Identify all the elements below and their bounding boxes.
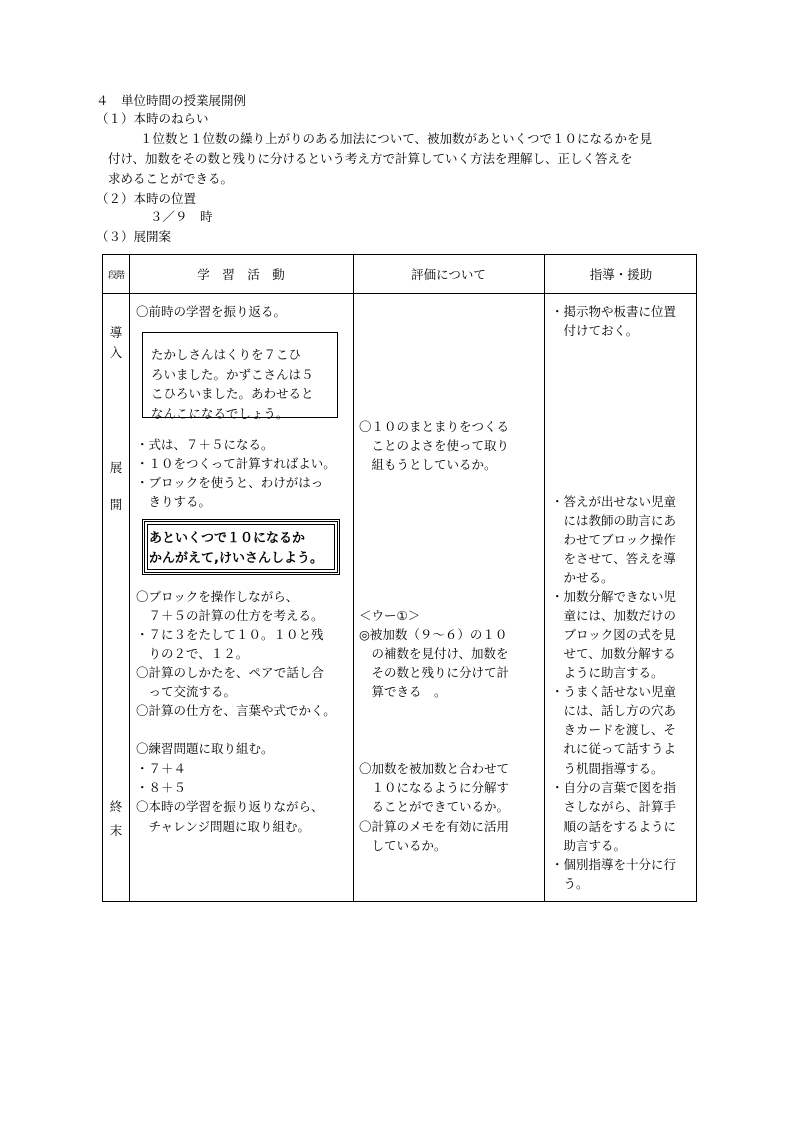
position-label: （２）本時の位置: [96, 191, 197, 206]
header-activity: 学 習 活 動: [197, 267, 285, 282]
evaluation-line: ることができているか。: [359, 799, 510, 814]
aim-line: １位数と１位数の繰り上がりのある加法について、被加数があといくつで１０になるかを見: [140, 131, 653, 146]
column-divider: [353, 255, 354, 901]
section-heading: ４ 単位時間の授業展開例: [96, 93, 247, 108]
stage-char: 展: [109, 460, 123, 475]
lesson-plan-table: [102, 254, 697, 902]
activity-line: って交流する。: [136, 684, 237, 699]
evaluation-line: ＜ウー①＞: [359, 608, 421, 623]
position-value: ３／９ 時: [150, 209, 213, 224]
guidance-line: ・自分の言葉で図を指: [551, 780, 677, 795]
activity-line: 〇練習問題に取り組む。: [136, 741, 274, 756]
activity-line: 〇前時の学習を振り返る。: [136, 304, 287, 319]
evaluation-line: 算できる 。: [359, 684, 447, 699]
guidance-line: せて、加数分解する: [551, 646, 676, 661]
guidance-line: ように助言する。: [551, 665, 664, 680]
problem-line: ろいました。かずこさんは５: [151, 366, 314, 382]
guidance-line: 童には、加数だけの: [551, 608, 677, 623]
activity-line: りの２で、１２。: [136, 646, 249, 661]
goal-box: [142, 519, 340, 575]
goal-line: かんがえて,けいさんしよう。: [149, 551, 323, 566]
evaluation-line: 〇１０のまとまりをつくる: [359, 419, 510, 434]
activity-line: 〇計算の仕方を、言葉や式でかく。: [136, 703, 336, 718]
guidance-line: う。: [551, 876, 589, 891]
header-divider: [103, 293, 696, 294]
aim-label: （１）本時のねらい: [96, 111, 209, 126]
problem-line: こひろいました。あわせると: [151, 386, 314, 401]
stage-char: 入: [109, 345, 123, 360]
plan-label: （３）展開案: [96, 229, 172, 244]
guidance-line: ・掲示物や板書に位置: [551, 304, 677, 319]
evaluation-line: 組もうとしているか。: [359, 457, 497, 472]
stage-char: 終: [109, 799, 123, 814]
header-guidance: 指導・援助: [589, 267, 653, 282]
evaluation-line: しているか。: [359, 838, 447, 853]
evaluation-line: の補数を見付け、加数を: [359, 646, 509, 661]
activity-line: ・７＋４: [136, 761, 187, 776]
activity-line: ・８＋５: [136, 780, 187, 795]
evaluation-line: 〇計算のメモを有効に活用: [359, 819, 510, 834]
guidance-line: ・答えが出せない児童: [551, 494, 677, 509]
guidance-line: わせてブロック操作: [551, 532, 676, 547]
evaluation-line: ことのよさを使って取り: [359, 438, 510, 453]
column-divider: [544, 255, 545, 901]
guidance-line: 順の話をするように: [551, 819, 677, 834]
activity-line: ７＋５の計算の仕方を考える。: [136, 608, 324, 623]
activity-line: ・式は、７＋５になる。: [136, 437, 274, 452]
goal-line: あといくつで１０になるか: [149, 531, 306, 546]
guidance-line: さしながら、計算手: [551, 799, 677, 814]
guidance-line: ブロック図の式を見: [551, 627, 676, 642]
guidance-line: う机間指導する。: [551, 761, 664, 776]
problem-line: なんこになるでしょう。: [151, 405, 289, 421]
stage-char: 末: [109, 823, 123, 838]
problem-box: [142, 332, 338, 421]
guidance-line: 付けておく。: [551, 323, 639, 338]
activity-line: きりする。: [136, 494, 212, 509]
activity-line: ・１０をつくって計算すればよい。: [136, 456, 336, 471]
guidance-line: には、話し方の穴あ: [551, 703, 677, 718]
activity-line: 〇計算のしかたを、ペアで話し合: [136, 665, 324, 680]
guidance-line: ・個別指導を十分に行: [551, 857, 677, 872]
guidance-line: きカードを渡し、そ: [551, 722, 677, 737]
evaluation-line: 〇加数を被加数と合わせて: [359, 761, 510, 776]
guidance-line: かせる。: [551, 570, 614, 585]
header-evaluation: 評価について: [411, 267, 486, 282]
guidance-line: には教師の助言にあ: [551, 513, 677, 528]
guidance-line: ・うまく話せない児童: [551, 684, 677, 699]
header-stage: 段階: [107, 270, 124, 281]
stage-char: 導: [109, 325, 123, 340]
guidance-line: ・加数分解できない児: [551, 589, 677, 604]
guidance-line: をさせて、答えを導: [551, 551, 676, 566]
aim-line: 求めることができる。: [108, 171, 234, 186]
problem-line: たかしさんはくりを７こひ: [151, 347, 302, 362]
evaluation-line: １０になるように分解す: [359, 780, 510, 795]
guidance-line: れに従って話すうよ: [551, 741, 677, 756]
activity-line: 〇ブロックを操作しながら、: [136, 589, 299, 604]
activity-line: 〇本時の学習を振り返りながら、: [136, 799, 324, 814]
evaluation-line: ◎被加数（９～６）の１０: [359, 627, 508, 642]
stage-char: 開: [109, 497, 123, 512]
activity-line: チャレンジ問題に取り組む。: [136, 819, 311, 834]
activity-line: ・ブロックを使うと、わけがはっ: [136, 475, 324, 490]
aim-line: 付け、加数をその数と残りに分けるという考え方で計算していく方法を理解し、正しく答えを: [108, 151, 633, 166]
guidance-line: 助言する。: [551, 838, 627, 853]
activity-line: ・７に３をたして１０。１０と残: [136, 627, 324, 642]
evaluation-line: その数と残りに分けて計: [359, 665, 510, 680]
column-divider: [129, 255, 130, 901]
